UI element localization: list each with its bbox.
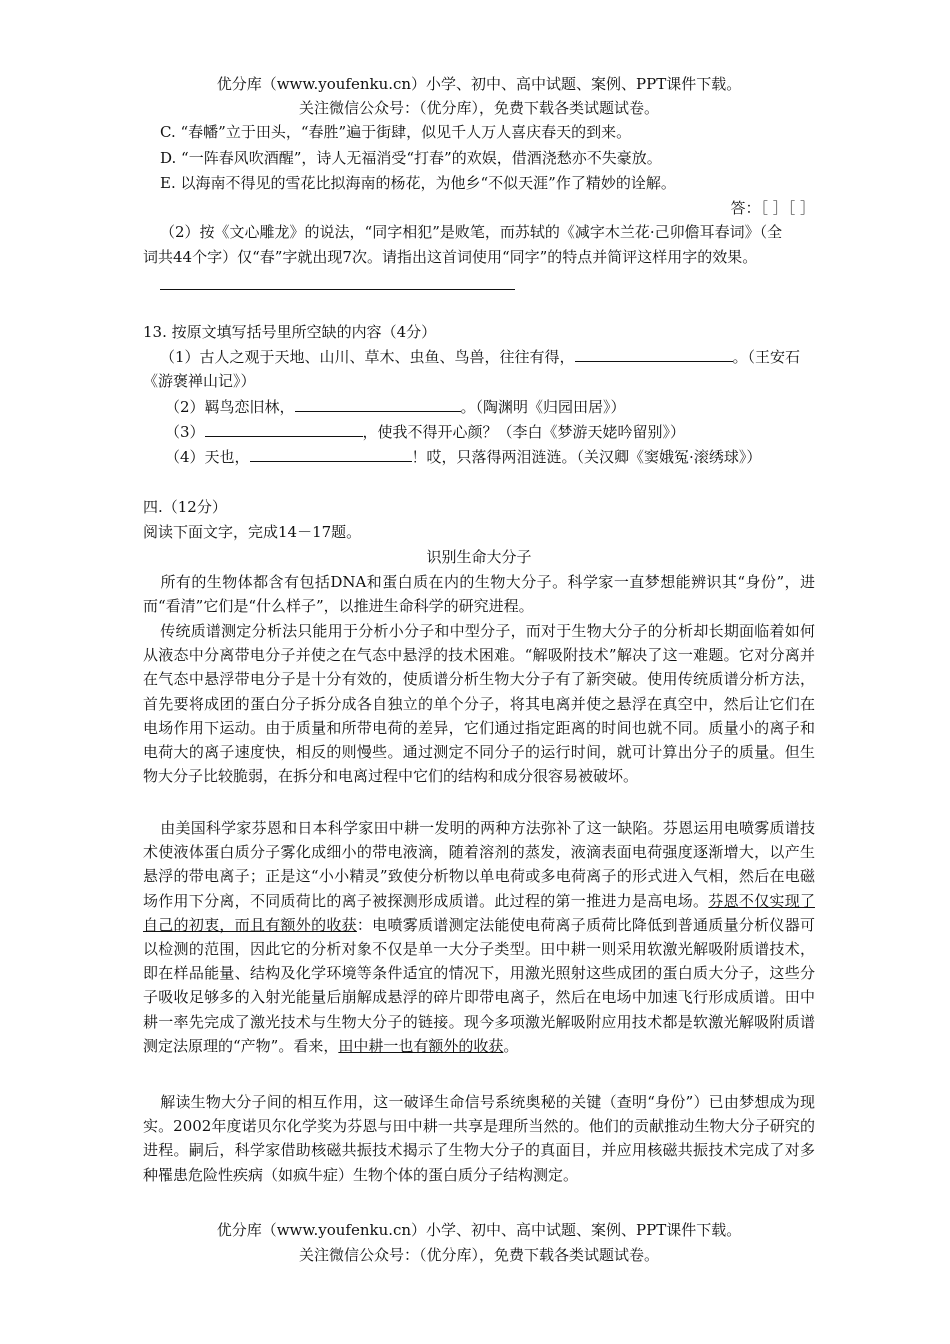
article-title: 识别生命大分子 — [426, 548, 532, 566]
option-d: D. “一阵春风吹酒醒”，诗人无福消受“打春”的欢娱，借酒浇愁亦不失豪放。 — [160, 149, 662, 167]
q13-item-1: （1）古人之观于天地、山川、草木、虫鱼、鸟兽，往往有得， 。（王安石 — [160, 345, 815, 369]
q13-item-4: （4）天也， ！哎，只落得两泪涟涟。（关汉卿《窦娥冤·滚绣球》） — [165, 445, 815, 469]
article-paragraph-4: 解读生物大分子间的相互作用，这一破译生命信号系统奥秘的关键（查明“身份”）已由梦想成为现实。2002年度诺贝尔化学奖为芬恩与田中耕一共享是理所当然的。他们的贡献推动生物大分子研究的进程。嗣后，科学家借助核磁共振技术揭示了生物大分子的真面目，并应用核磁共振技术完成了对多种罹患危险性疾病（如疯牛症）生物个体的蛋白质分子结构测定。 — [143, 1093, 815, 1184]
fill-blank-2[interactable] — [295, 395, 461, 412]
q12-part2-line1: （2）按《文心雕龙》的说法，“同字相犯”是败笔，而苏轼的《减字木兰花·己卯儋耳春词》（全 — [160, 223, 783, 241]
fill-blank-4[interactable] — [250, 445, 412, 462]
footer-line-2: 关注微信公众号：（优分库），免费下载各类试题试卷。 — [298, 1246, 659, 1264]
q13-item-1-source: 《游褒禅山记》） — [143, 372, 256, 390]
q12-part2-line2: 词共44个字）仅“春”字就出现7次。请指出这首词使用“同字”的特点并简评这样用字的效果。 — [143, 248, 758, 266]
option-e: E. 以海南不得见的雪花比拟海南的杨花，为他乡“不似天涯”作了精妙的诠解。 — [160, 174, 676, 192]
answer-line — [160, 289, 515, 290]
underlined-phrase-1: 芬恩不仅实现了自己的初衷，而且有额外的收获 — [143, 891, 815, 934]
q13-item-3: （3） ，使我不得开心颜？（李白《梦游天姥吟留别》） — [165, 420, 815, 444]
q13-title: 13. 按原文填写括号里所空缺的内容（4分） — [143, 323, 437, 341]
header-line-1: 优分库（www.youfenku.cn）小学、初中、高中试题、案例、PPT课件下载。 — [216, 75, 742, 93]
underlined-phrase-2: 田中耕一也有额外的收获 — [338, 1036, 504, 1055]
article-paragraph-2: 传统质谱测定分析法只能用于分析小分子和中型分子，而对于生物大分子的分析却长期面临着如何从液态中分离带电分子并使之在气态中悬浮的技术困难。“解吸附技术”解决了这一难题。它对分离并在气态中悬浮带电分子是十分有效的，使质谱分析生物大分子有了新突破。使用传统质谱分析方法，首先要将成团的蛋白分子拆分成各自独立的单个分子，将其电离并使之悬浮在真空中，然后让它们在电场作用下运动。由于质量和所带电荷的差异，它们通过指定距离的时间也就不同。质量小的离子和电荷大的离子速度快，相反的则慢些。通过测定不同分子的运行时间，就可计算出分子的质量。但生物大分子比较脆弱，在拆分和电离过程中它们的结构和成分很容易被破坏。 — [143, 622, 815, 786]
header-line-2: 关注微信公众号：（优分库），免费下载各类试题试卷。 — [298, 99, 659, 117]
answer-brackets: 答：［ ］［ ］ — [730, 199, 815, 217]
fill-blank-3[interactable] — [205, 420, 363, 437]
q13-item-2: （2）羁鸟恋旧林， 。（陶渊明《归园田居》） — [165, 395, 815, 419]
fill-blank-1[interactable] — [575, 345, 733, 362]
section-instruction: 阅读下面文字，完成14－17题。 — [143, 523, 362, 541]
option-c: C. “春幡”立于田头，“春胜”遍于街肆，似见千人万人喜庆春天的到来。 — [160, 123, 632, 141]
footer-line-1: 优分库（www.youfenku.cn）小学、初中、高中试题、案例、PPT课件下载。 — [216, 1221, 742, 1239]
article-paragraph-3: 由美国科学家芬恩和日本科学家田中耕一发明的两种方法弥补了这一缺陷。芬恩运用电喷雾质谱技术使液体蛋白质分子雾化成细小的带电液滴，随着溶剂的蒸发，液滴表面电荷强度逐渐增大，以产生悬浮的带电离子；正是这“小小精灵”致使分析物以单电荷或多电荷离子的形式进入气相，然后在电磁场作用下分离，不同质荷比的离子被探测形成质谱。此过程的第一推进力是高电场。芬恩不仅实现了自己的初衷，而且有额外的收获：电喷雾质谱测定法能使电荷离子质荷比降低到普通质量分析仪器可以检测的范围，因此它的分析对象不仅是单一大分子类型。田中耕一则采用软激光解吸附质谱技术，即在样品能量、结构及化学环境等条件适宜的情况下，用激光照射这些成团的蛋白质大分子，这些分子吸收足够多的入射光能量后崩解成悬浮的碎片即带电离子，然后在电场中加速飞行形成质谱。田中耕一率先完成了激光技术与生物大分子的链接。现今多项激光解吸附应用技术都是软激光解吸附质谱测定法原理的“产物”。看来，田中耕一也有额外的收获。 — [143, 819, 815, 1055]
section-heading: 四.（12分） — [143, 498, 227, 516]
article-paragraph-1: 所有的生物体都含有包括DNA和蛋白质在内的生物大分子。科学家一直梦想能辨识其“身份”，进而“看清”它们是“什么样子”，以推进生命科学的研究进程。 — [143, 573, 815, 616]
